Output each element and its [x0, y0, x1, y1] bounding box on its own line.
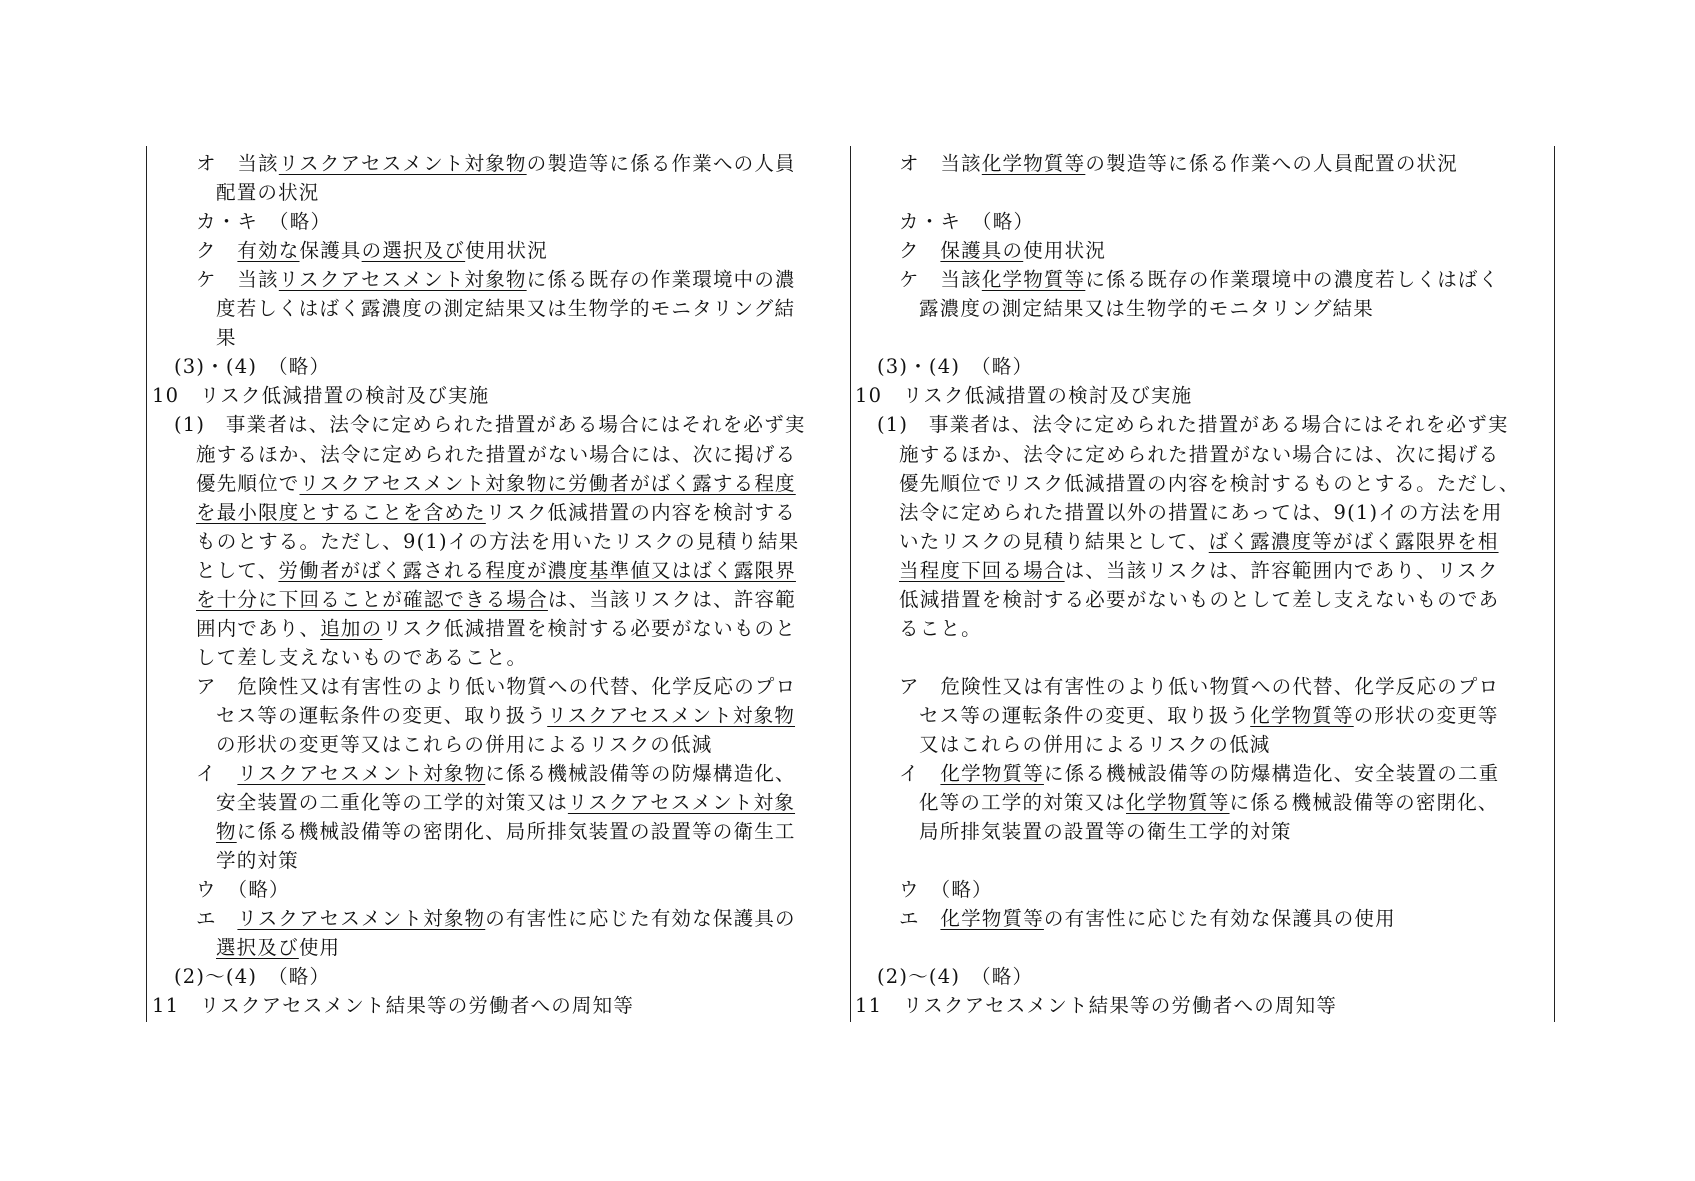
text-segment: (1) 事業者は、法令に定められた措置がある場合にはそれを必ず実: [174, 413, 806, 437]
text-segment: オ 当該: [899, 152, 982, 175]
text-segment: 安全装置の二重化等の工学的対策又は: [216, 791, 568, 815]
left-text-line: [196, 207, 331, 236]
right-text-line: [919, 730, 1271, 759]
text-segment: の製造等に係る作業への人員配置の状況: [1085, 152, 1458, 175]
right-text-line: [877, 410, 1509, 439]
left-text-line: [196, 265, 796, 294]
underlined-text: 化学物質等: [981, 152, 1086, 175]
left-text-line: [196, 527, 799, 556]
underlined-text: 選択及び: [216, 936, 299, 960]
text-segment: カ・キ （略）: [196, 210, 332, 234]
underlined-text: 化学物質等: [1250, 703, 1354, 727]
text-segment: (2)～(4) （略）: [174, 965, 331, 989]
right-text-line: [899, 614, 982, 643]
left-text-line: [196, 556, 796, 585]
text-segment: に係る機械設備等の防爆構造化、安全装置の二重: [1043, 762, 1500, 786]
left-text-line: [196, 614, 796, 643]
text-segment: (1) 事業者は、法令に定められた措置がある場合にはそれを必ず実: [877, 413, 1509, 437]
left-text-line: [152, 991, 634, 1020]
text-segment: ケ 当該: [899, 268, 982, 292]
text-segment: して差し支えないものであること。: [196, 645, 528, 669]
underlined-text: 化学物質等: [981, 268, 1086, 292]
text-segment: カ・キ （略）: [899, 210, 1035, 234]
text-segment: ク: [196, 239, 238, 263]
text-segment: の有害性に応じた有効な保護具の: [485, 907, 796, 931]
left-text-line: [196, 149, 796, 178]
underlined-text: を最小限度とすることを含めた: [196, 500, 486, 524]
text-segment: に係る機械設備等の防爆構造化、: [485, 762, 796, 786]
right-text-line: [899, 207, 1034, 236]
text-segment: 低減措置を検討する必要がないものとして差し支えないものであ: [899, 587, 1500, 611]
underlined-text: 当程度下回る場合: [899, 558, 1065, 582]
text-segment: 優先順位でリスク低減措置の内容を検討するものとする。ただし、: [899, 471, 1520, 495]
text-segment: に係る機械設備等の密閉化、: [1229, 791, 1499, 815]
left-text-line: [196, 440, 796, 469]
left-text-line: [196, 585, 796, 614]
underlined-text: 有効な: [237, 239, 300, 263]
text-segment: の形状の変更等: [1353, 703, 1499, 727]
text-segment: ウ （略）: [899, 878, 993, 902]
left-text-line: [196, 498, 796, 527]
text-segment: の製造等に係る作業への人員: [526, 152, 796, 175]
left-text-line: [196, 904, 796, 933]
left-border: [146, 146, 147, 1022]
underlined-text: リスクアセスメント対象物: [278, 152, 527, 175]
right-text-line: [919, 294, 1374, 323]
text-segment: 10 リスク低減措置の検討及び実施: [855, 384, 1193, 408]
right-text-line: [919, 701, 1499, 730]
text-segment: 11 リスクアセスメント結果等の労働者への周知等: [855, 994, 1338, 1018]
text-segment: (3)・(4) （略）: [877, 355, 1034, 379]
text-segment: (2)～(4) （略）: [877, 965, 1034, 989]
text-segment: は、当該リスクは、許容範囲内であり、リスク: [1064, 558, 1499, 582]
left-text-line: [196, 643, 527, 672]
text-segment: 優先順位で: [196, 471, 300, 495]
underlined-text: リスクアセスメント対象物に労働者がばく露する程度: [299, 471, 796, 495]
right-text-line: [899, 265, 1499, 294]
underlined-text: リスクアセスメント対象物: [237, 907, 486, 931]
text-segment: イ: [899, 762, 941, 786]
right-text-line: [899, 875, 993, 904]
text-segment: ケ 当該: [196, 268, 279, 292]
right-text-line: [899, 236, 1106, 265]
right-text-line: [899, 585, 1499, 614]
underlined-text: リスクアセスメント対象物: [547, 703, 796, 727]
left-text-line: [196, 875, 290, 904]
text-segment: 施するほか、法令に定められた措置がない場合には、次に掲げる: [899, 442, 1500, 466]
underlined-text: リスクアセスメント対象物: [237, 762, 486, 786]
left-text-line: [216, 933, 340, 962]
underlined-text: 追加の: [320, 616, 383, 640]
right-text-line: [855, 381, 1192, 410]
underlined-text: ばく露濃度等がばく露限界を相: [1208, 529, 1499, 553]
left-text-line: [196, 759, 796, 788]
text-segment: 露濃度の測定結果又は生物学的モニタリング結果: [919, 297, 1375, 321]
text-segment: 使用状況: [465, 239, 548, 263]
text-segment: エ: [899, 907, 941, 931]
underlined-text: 保護具の: [940, 239, 1024, 263]
text-segment: に係る既存の作業環境中の濃度若しくはばく: [1085, 268, 1500, 292]
left-text-line: [196, 469, 796, 498]
text-segment: リスク低減措置の内容を検討する: [485, 500, 796, 524]
right-text-line: [899, 527, 1499, 556]
text-segment: の有害性に応じた有効な保護具の使用: [1043, 907, 1396, 931]
right-text-line: [899, 904, 1396, 933]
text-segment: ること。: [899, 616, 982, 640]
right-text-line: [899, 672, 1499, 701]
text-segment: 配置の状況: [216, 181, 320, 205]
text-segment: セス等の運転条件の変更、取り扱う: [216, 703, 548, 727]
underlined-text: 化学物質等: [940, 907, 1044, 931]
left-text-line: [216, 730, 712, 759]
text-segment: ア 危険性又は有害性のより低い物質への代替、化学反応のプロ: [196, 674, 797, 698]
center-divider: [850, 146, 851, 1022]
text-segment: 施するほか、法令に定められた措置がない場合には、次に掲げる: [196, 442, 797, 466]
text-segment: いたリスクの見積り結果として、: [899, 529, 1209, 553]
underlined-text: を十分に下回ることが確認できる場合: [196, 587, 548, 611]
left-text-line: [216, 788, 795, 817]
text-segment: 果: [216, 326, 237, 350]
underlined-text: 物: [216, 820, 237, 844]
right-text-line: [919, 788, 1499, 817]
underlined-text: リスクアセスメント対象: [567, 791, 796, 815]
right-text-line: [899, 469, 1520, 498]
right-text-line: [899, 498, 1503, 527]
right-text-line: [877, 352, 1033, 381]
left-text-line: [216, 817, 796, 846]
text-segment: エ: [196, 907, 238, 931]
left-text-line: [174, 410, 806, 439]
text-segment: ア 危険性又は有害性のより低い物質への代替、化学反応のプロ: [899, 674, 1500, 698]
underlined-text: 化学物質等: [1126, 791, 1230, 815]
underlined-text: 化学物質等: [940, 762, 1044, 786]
text-segment: 度若しくはばく露濃度の測定結果又は生物学的モニタリング結: [216, 297, 796, 321]
right-text-line: [899, 759, 1499, 788]
text-segment: オ 当該: [196, 152, 279, 175]
text-segment: (3)・(4) （略）: [174, 355, 331, 379]
left-text-line: [174, 962, 330, 991]
text-segment: 10 リスク低減措置の検討及び実施: [152, 384, 490, 408]
text-segment: は、当該リスクは、許容範: [547, 587, 796, 611]
text-segment: イ: [196, 762, 238, 786]
text-segment: 局所排気装置の設置等の衛生工学的対策: [919, 820, 1292, 844]
right-border: [1554, 146, 1555, 1022]
left-text-line: [216, 178, 320, 207]
text-segment: 囲内であり、: [196, 616, 321, 640]
right-text-line: [919, 817, 1292, 846]
right-text-line: [899, 556, 1499, 585]
text-segment: セス等の運転条件の変更、取り扱う: [919, 703, 1251, 727]
text-segment: 使用: [298, 936, 341, 960]
text-segment: として、: [196, 558, 279, 582]
left-text-line: [216, 294, 795, 323]
left-text-line: [216, 701, 795, 730]
text-segment: 又はこれらの併用によるリスクの低減: [919, 733, 1271, 756]
text-segment: 11 リスクアセスメント結果等の労働者への周知等: [152, 994, 635, 1018]
text-segment: 保護具: [299, 239, 362, 263]
text-segment: ウ （略）: [196, 878, 290, 902]
text-segment: ものとする。ただし、9(1)イの方法を用いたリスクの見積り結果: [196, 529, 800, 553]
underlined-text: の選択及び: [361, 239, 466, 263]
right-text-line: [899, 440, 1499, 469]
underlined-text: リスクアセスメント対象物: [278, 268, 527, 292]
right-text-line: [855, 991, 1337, 1020]
underlined-text: 労働者がばく露される程度が濃度基準値又はばく露限界: [278, 558, 796, 582]
text-segment: に係る既存の作業環境中の濃: [526, 268, 796, 292]
left-text-line: [152, 381, 489, 410]
left-text-line: [216, 846, 299, 875]
text-segment: に係る機械設備等の密閉化、局所排気装置の設置等の衛生工: [236, 820, 796, 844]
left-text-line: [174, 352, 330, 381]
text-segment: 使用状況: [1023, 239, 1107, 263]
text-segment: ク: [899, 239, 941, 263]
text-segment: 学的対策: [216, 849, 299, 873]
text-segment: 化等の工学的対策又は: [919, 791, 1127, 815]
right-text-line: [899, 149, 1458, 178]
left-text-line: [196, 236, 548, 265]
text-segment: の形状の変更等又はこれらの併用によるリスクの低減: [216, 733, 713, 756]
left-text-line: [216, 323, 237, 352]
text-segment: リスク低減措置を検討する必要がないものと: [382, 616, 796, 640]
text-segment: 法令に定められた措置以外の措置にあっては、9(1)イの方法を用: [899, 500, 1503, 524]
left-text-line: [196, 672, 796, 701]
right-text-line: [877, 962, 1033, 991]
